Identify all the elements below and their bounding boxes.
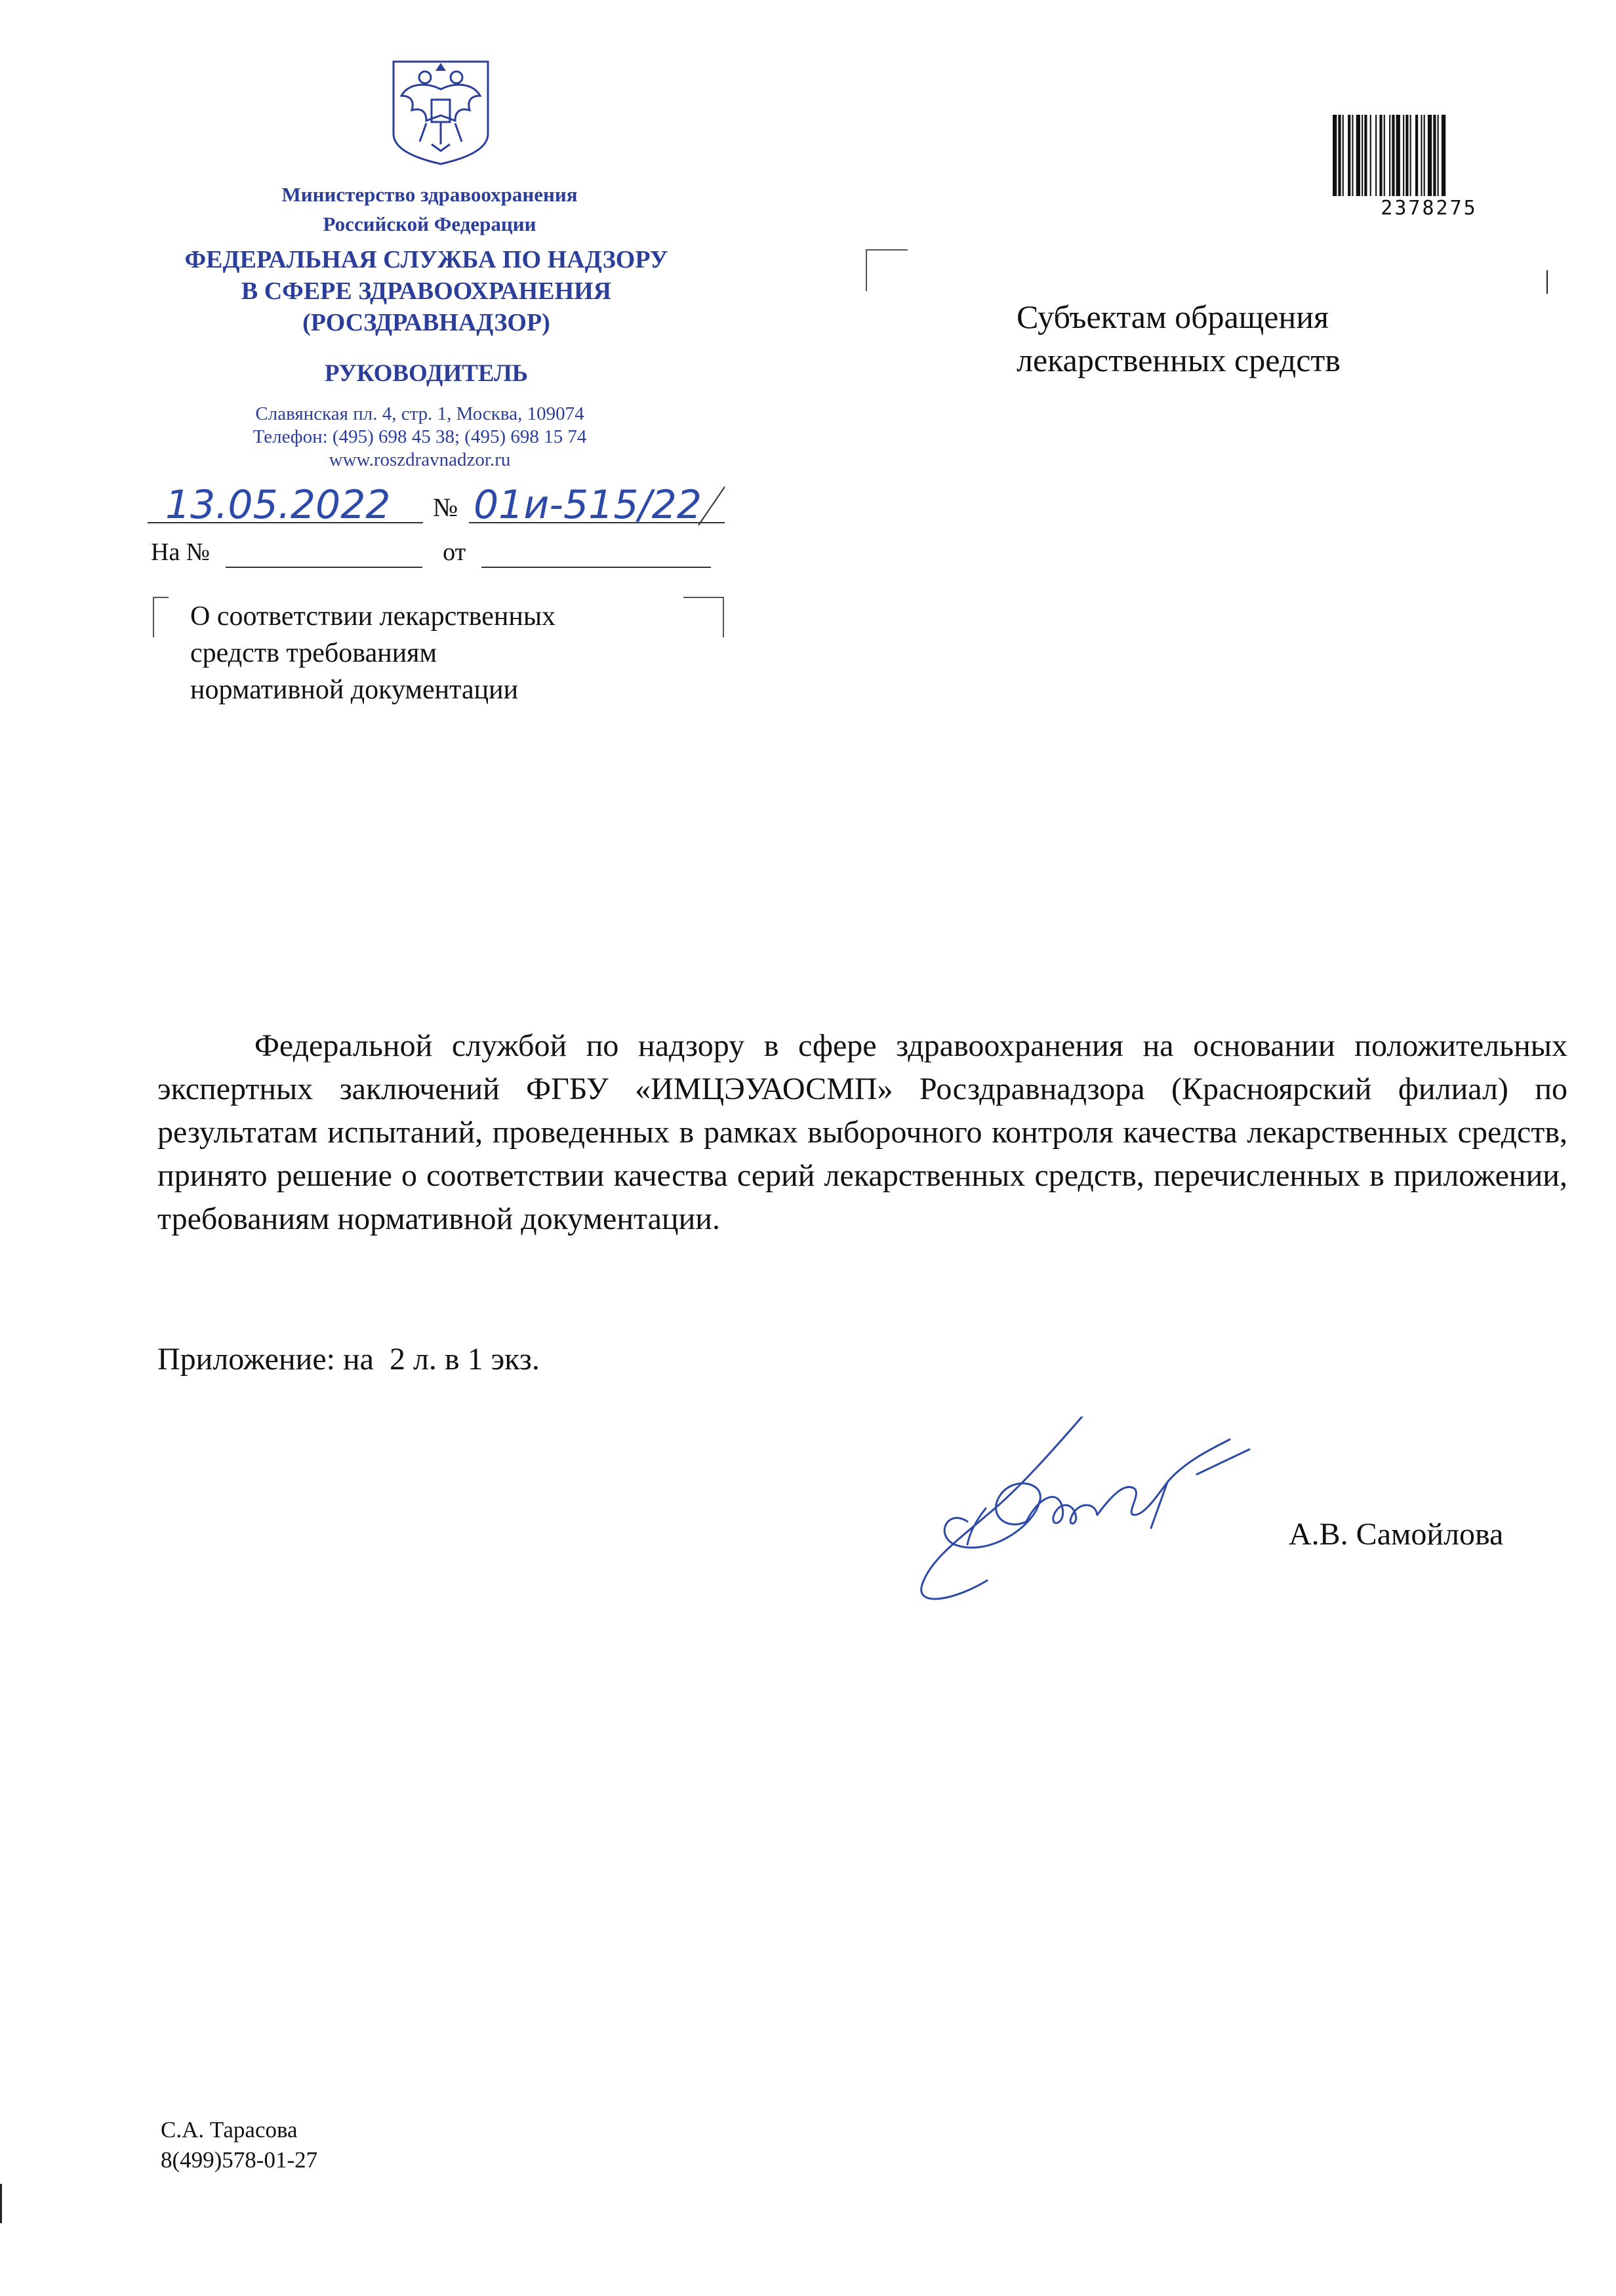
head-title: РУКОВОДИТЕЛЬ bbox=[324, 360, 529, 387]
address: Славянская пл. 4, стр. 1, Москва, 109074 bbox=[255, 403, 584, 424]
addressee-corner-left bbox=[866, 249, 908, 291]
barcode-bar bbox=[1343, 115, 1344, 196]
barcode-icon bbox=[1330, 115, 1528, 199]
subject-corner-right bbox=[683, 597, 724, 637]
contacts bbox=[171, 403, 669, 472]
number-sign: № bbox=[433, 493, 458, 522]
body-paragraph-text: Федеральной службой по надзору в сфере здравоохранения на основании положительных экспертных заключений ФГБУ «ИМЦЭУАОСМП» Росздравнадзора (Красноярский филиал) по результатам испытаний, проведенных в рамках выборочного контроля качества лекарственных средств, принято решение о соответствии качества серий лекарственных средств, перечисленных в приложении, требованиям нормативной документации. bbox=[157, 1028, 1567, 1236]
appendix-note: Приложение: на 2 л. в 1 экз. bbox=[157, 1342, 540, 1377]
barcode-bar bbox=[1364, 115, 1367, 196]
reference-date-label: от bbox=[443, 538, 466, 566]
reference-number-field bbox=[226, 538, 422, 568]
registration-number: 01и-515/22 bbox=[474, 482, 702, 528]
barcode-bar bbox=[1421, 115, 1422, 196]
barcode-bar bbox=[1370, 115, 1371, 196]
subject-block bbox=[190, 598, 556, 708]
ministry-line-2: Российской Федерации bbox=[323, 212, 536, 235]
registration-date: 13.05.2022 bbox=[165, 482, 391, 528]
website: www.roszdravnadzor.ru bbox=[329, 449, 511, 470]
signer-name: А.В. Самойлова bbox=[1289, 1517, 1504, 1552]
barcode-bar bbox=[1392, 115, 1394, 196]
reference-number-label: На № bbox=[151, 538, 211, 566]
barcode-bar bbox=[1433, 115, 1436, 196]
barcode-bar bbox=[1333, 115, 1337, 196]
subject-corner-left bbox=[153, 597, 169, 637]
service-line-3: (РОСЗДРАВНАДЗОР) bbox=[302, 309, 550, 336]
barcode-bar bbox=[1405, 115, 1408, 196]
barcode-bar bbox=[1362, 115, 1363, 196]
barcode-bar bbox=[1375, 115, 1377, 196]
barcode-bar bbox=[1424, 115, 1425, 196]
barcode-bar bbox=[1410, 115, 1411, 196]
ministry-line-1: Министерство здравоохранения bbox=[281, 183, 578, 206]
barcode-bar bbox=[1442, 115, 1445, 196]
executor-name: С.А. Тарасова bbox=[161, 2117, 298, 2143]
service-name bbox=[118, 244, 735, 338]
service-line-1: ФЕДЕРАЛЬНАЯ СЛУЖБА ПО НАДЗОРУ bbox=[184, 246, 668, 273]
service-line-2: В СФЕРЕ ЗДРАВООХРАНЕНИЯ bbox=[241, 277, 612, 305]
executor-phone: 8(499)578-01-27 bbox=[161, 2147, 318, 2173]
barcode-number: 2378275 bbox=[1381, 197, 1478, 220]
barcode-bar bbox=[1338, 115, 1341, 196]
subject-line-2: средств требованиям bbox=[190, 638, 437, 668]
scan-edge-mark bbox=[0, 2184, 2, 2223]
barcode-bar bbox=[1428, 115, 1432, 196]
executor-info bbox=[161, 2115, 317, 2175]
barcode-bar bbox=[1396, 115, 1400, 196]
barcode-bar bbox=[1356, 115, 1360, 196]
phone: Телефон: (495) 698 45 38; (495) 698 15 74 bbox=[253, 426, 587, 447]
addressee-block bbox=[1017, 295, 1341, 382]
barcode-bar bbox=[1352, 115, 1353, 196]
barcode-bar bbox=[1389, 115, 1390, 196]
barcode-bar bbox=[1403, 115, 1404, 196]
barcode-bar bbox=[1415, 115, 1418, 196]
reference-date-field bbox=[481, 538, 711, 568]
subject-line-3: нормативной документации bbox=[190, 675, 519, 705]
reference-row bbox=[151, 538, 711, 568]
ministry-name bbox=[193, 180, 666, 239]
barcode-bar bbox=[1379, 115, 1382, 196]
handwritten-signature bbox=[908, 1417, 1354, 1613]
barcode-bar bbox=[1438, 115, 1439, 196]
barcode-bar bbox=[1348, 115, 1350, 196]
addressee-line-2: лекарственных средств bbox=[1017, 342, 1341, 378]
body-paragraph bbox=[157, 1024, 1567, 1241]
coat-of-arms-emblem-icon bbox=[386, 55, 496, 167]
barcode-bar bbox=[1384, 115, 1385, 196]
addressee-corner-right bbox=[1546, 270, 1548, 294]
subject-line-1: О соответствии лекарственных bbox=[190, 601, 556, 632]
addressee-line-1: Субъектам обращения bbox=[1017, 298, 1329, 335]
